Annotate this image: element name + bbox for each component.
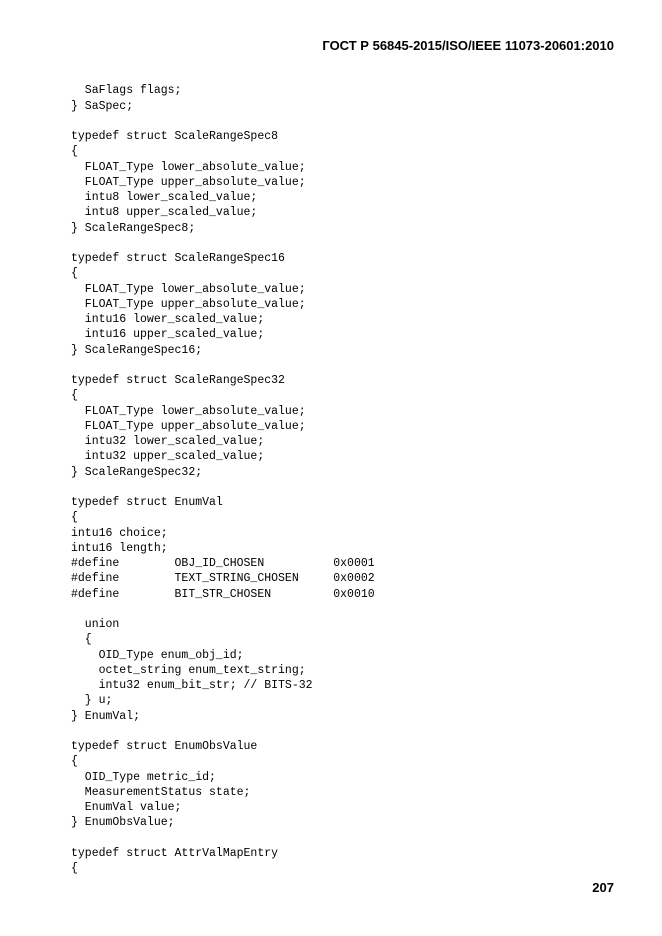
code-line: intu16 length; <box>71 541 168 555</box>
code-line: typedef struct AttrValMapEntry <box>71 846 279 860</box>
code-line: intu16 lower_scaled_value; <box>71 313 265 326</box>
code-line: #define BIT_STR_CHOSEN 0x0010 <box>71 587 375 601</box>
code-line: typedef struct ScaleRangeSpec16 <box>71 252 285 265</box>
code-line: FLOAT_Type lower_absolute_value; <box>71 404 306 418</box>
code-line: intu32 lower_scaled_value; <box>71 435 265 448</box>
code-line: #define OBJ_ID_CHOSEN 0x0001 <box>71 557 375 570</box>
code-line: { <box>71 862 78 875</box>
code-line <box>71 114 375 129</box>
code-line: { <box>71 511 78 525</box>
code-line: intu8 lower_scaled_value; <box>71 191 258 204</box>
code-line: intu8 upper_scaled_value; <box>71 206 258 220</box>
code-line: } ScaleRangeSpec16; <box>71 343 203 357</box>
code-line <box>71 831 375 846</box>
code-line: typedef struct EnumObsValue <box>71 740 258 753</box>
code-line: intu16 choice; <box>71 526 168 540</box>
code-line: FLOAT_Type upper_absolute_value; <box>71 419 306 433</box>
code-line: MeasurementStatus state; <box>71 785 251 799</box>
code-line: FLOAT_Type upper_absolute_value; <box>71 175 306 189</box>
code-line: FLOAT_Type lower_absolute_value; <box>71 282 306 296</box>
code-line: { <box>71 145 78 159</box>
code-line: } EnumVal; <box>71 709 141 723</box>
code-line: { <box>71 755 78 769</box>
code-line: OID_Type enum_obj_id; <box>71 648 244 662</box>
code-line <box>71 358 375 373</box>
code-line: #define TEXT_STRING_CHOSEN 0x0002 <box>71 572 375 586</box>
page-header: ГОСТ Р 56845-2015/ISO/IEEE 11073-20601:2010 <box>322 38 614 53</box>
code-line: } SaSpec; <box>71 99 134 113</box>
code-line: { <box>71 267 78 281</box>
code-line <box>71 602 375 617</box>
code-line <box>71 236 375 251</box>
code-line: octet_string enum_text_string; <box>71 663 306 677</box>
page-number: 207 <box>592 880 614 895</box>
code-line: intu32 enum_bit_str; // BITS-32 <box>71 679 313 692</box>
code-line: intu16 upper_scaled_value; <box>71 328 265 342</box>
code-listing <box>71 68 375 876</box>
code-line: } EnumObsValue; <box>71 816 175 830</box>
code-line <box>71 724 375 739</box>
code-line: FLOAT_Type upper_absolute_value; <box>71 297 306 311</box>
code-line: typedef struct ScaleRangeSpec8 <box>71 130 279 143</box>
code-line: } ScaleRangeSpec32; <box>71 465 203 479</box>
code-line: typedef struct EnumVal <box>71 496 223 509</box>
code-line: { <box>71 389 78 403</box>
code-line: EnumVal value; <box>71 801 182 814</box>
code-line: OID_Type metric_id; <box>71 770 216 784</box>
code-line: } u; <box>71 694 113 708</box>
code-line: intu32 upper_scaled_value; <box>71 450 265 464</box>
code-line: union <box>71 618 120 631</box>
code-line: { <box>71 633 92 647</box>
code-line: FLOAT_Type lower_absolute_value; <box>71 160 306 174</box>
code-line: SaFlags flags; <box>71 84 182 98</box>
code-line: } ScaleRangeSpec8; <box>71 221 196 235</box>
code-line <box>71 480 375 495</box>
code-line: typedef struct ScaleRangeSpec32 <box>71 374 285 387</box>
